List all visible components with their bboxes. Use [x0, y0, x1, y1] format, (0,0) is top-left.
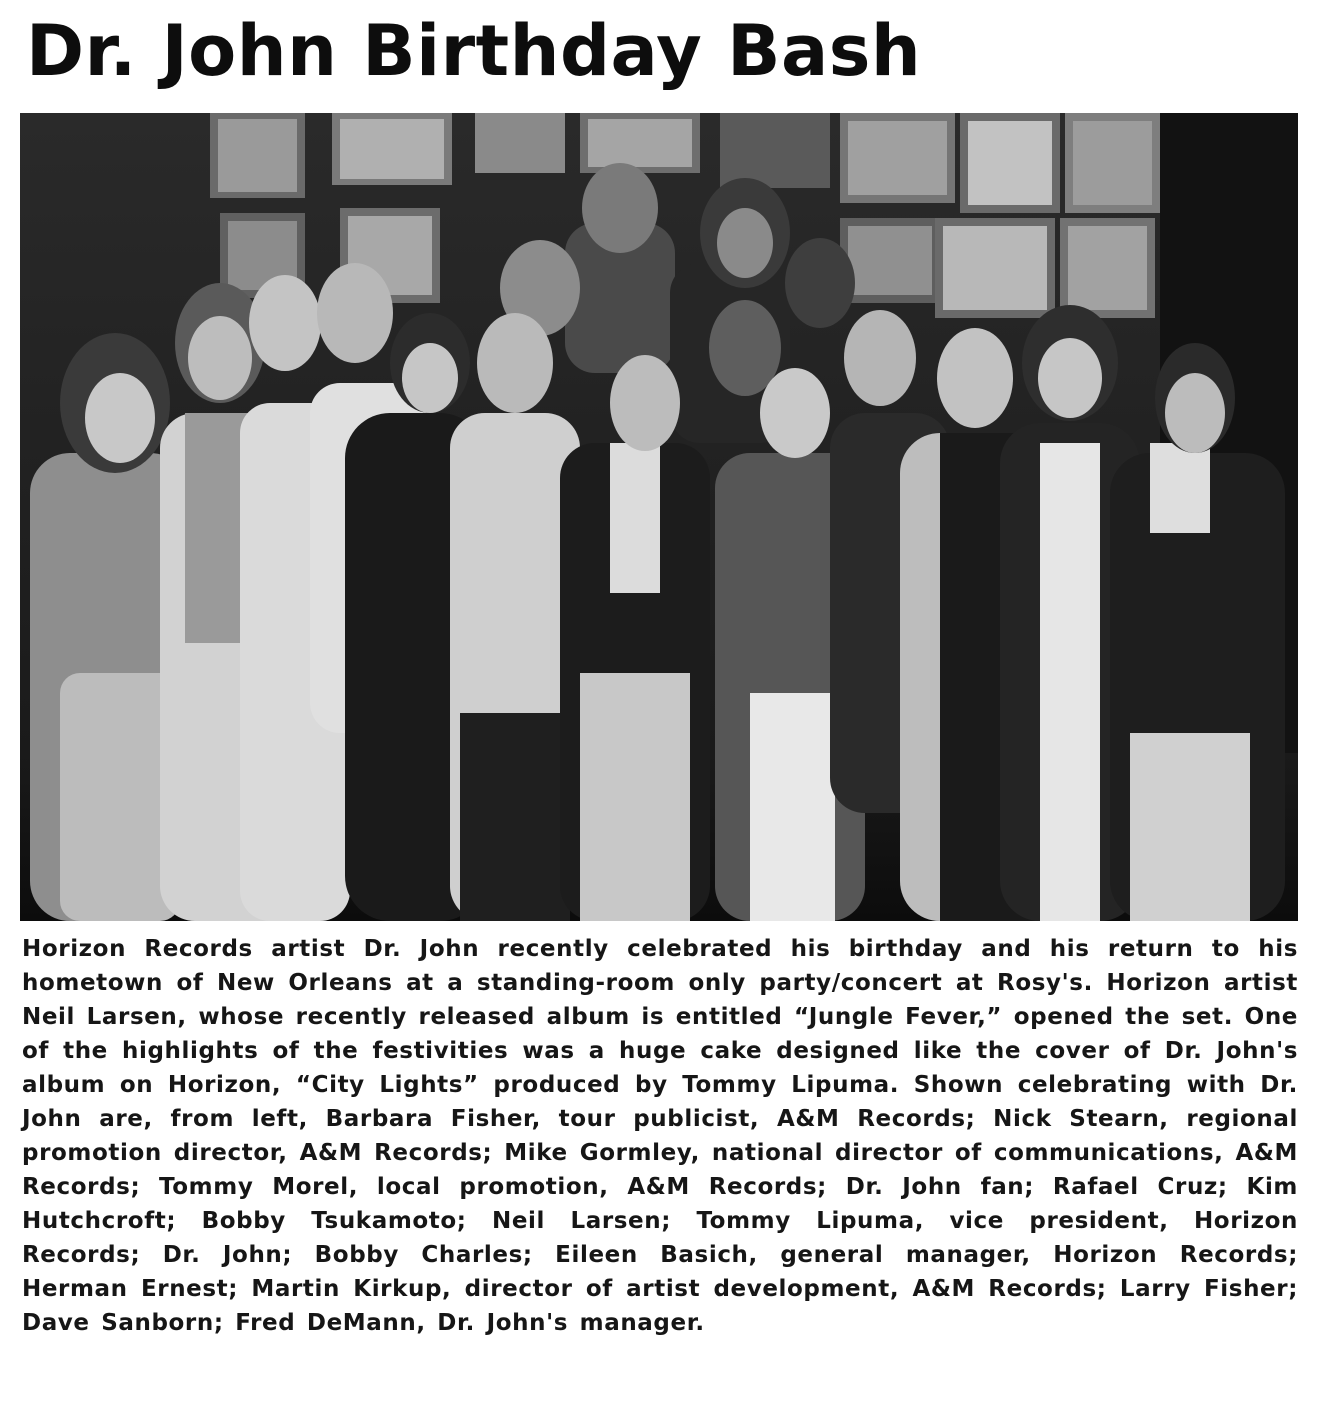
headline: Dr. John Birthday Bash [26, 10, 922, 92]
group-photo-illustration [20, 113, 1298, 921]
group-photo [20, 113, 1298, 921]
people [30, 263, 1285, 921]
photo-caption: Horizon Records artist Dr. John recently celebrated his birthday and his return to his hometown of New Orleans at a standing-room only party/concert at Rosy's. Horizon artist Neil Larsen, whose recently released album is entitled “Jungle Fever,” opened the set. One of the highlights of the festivities was a huge cake designed like the cover of Dr. John's album on Horizon, “City Lights” produced by Tommy Lipuma. Shown celebrating with Dr. John are, from left, Barbara Fisher, tour publicist, A&M Records; Nick Stearn, regional promotion director, A&M Records; Mike Gormley, national director of communications, A&M Records; Tommy Morel, local promotion, A&M Records; Dr. John fan; Rafael Cruz; Kim Hutchcroft; Bobby Tsukamoto; Neil Larsen; Tommy Lipuma, vice president, Horizon Records; Dr. John; Bobby Charles; Eileen Basich, general manager, Horizon Records; Herman Ernest; Martin Kirkup, director of artist development, A&M Records; Larry Fisher; Dave Sanborn; Fred DeMann, Dr. John's manager. [22, 936, 1298, 1336]
